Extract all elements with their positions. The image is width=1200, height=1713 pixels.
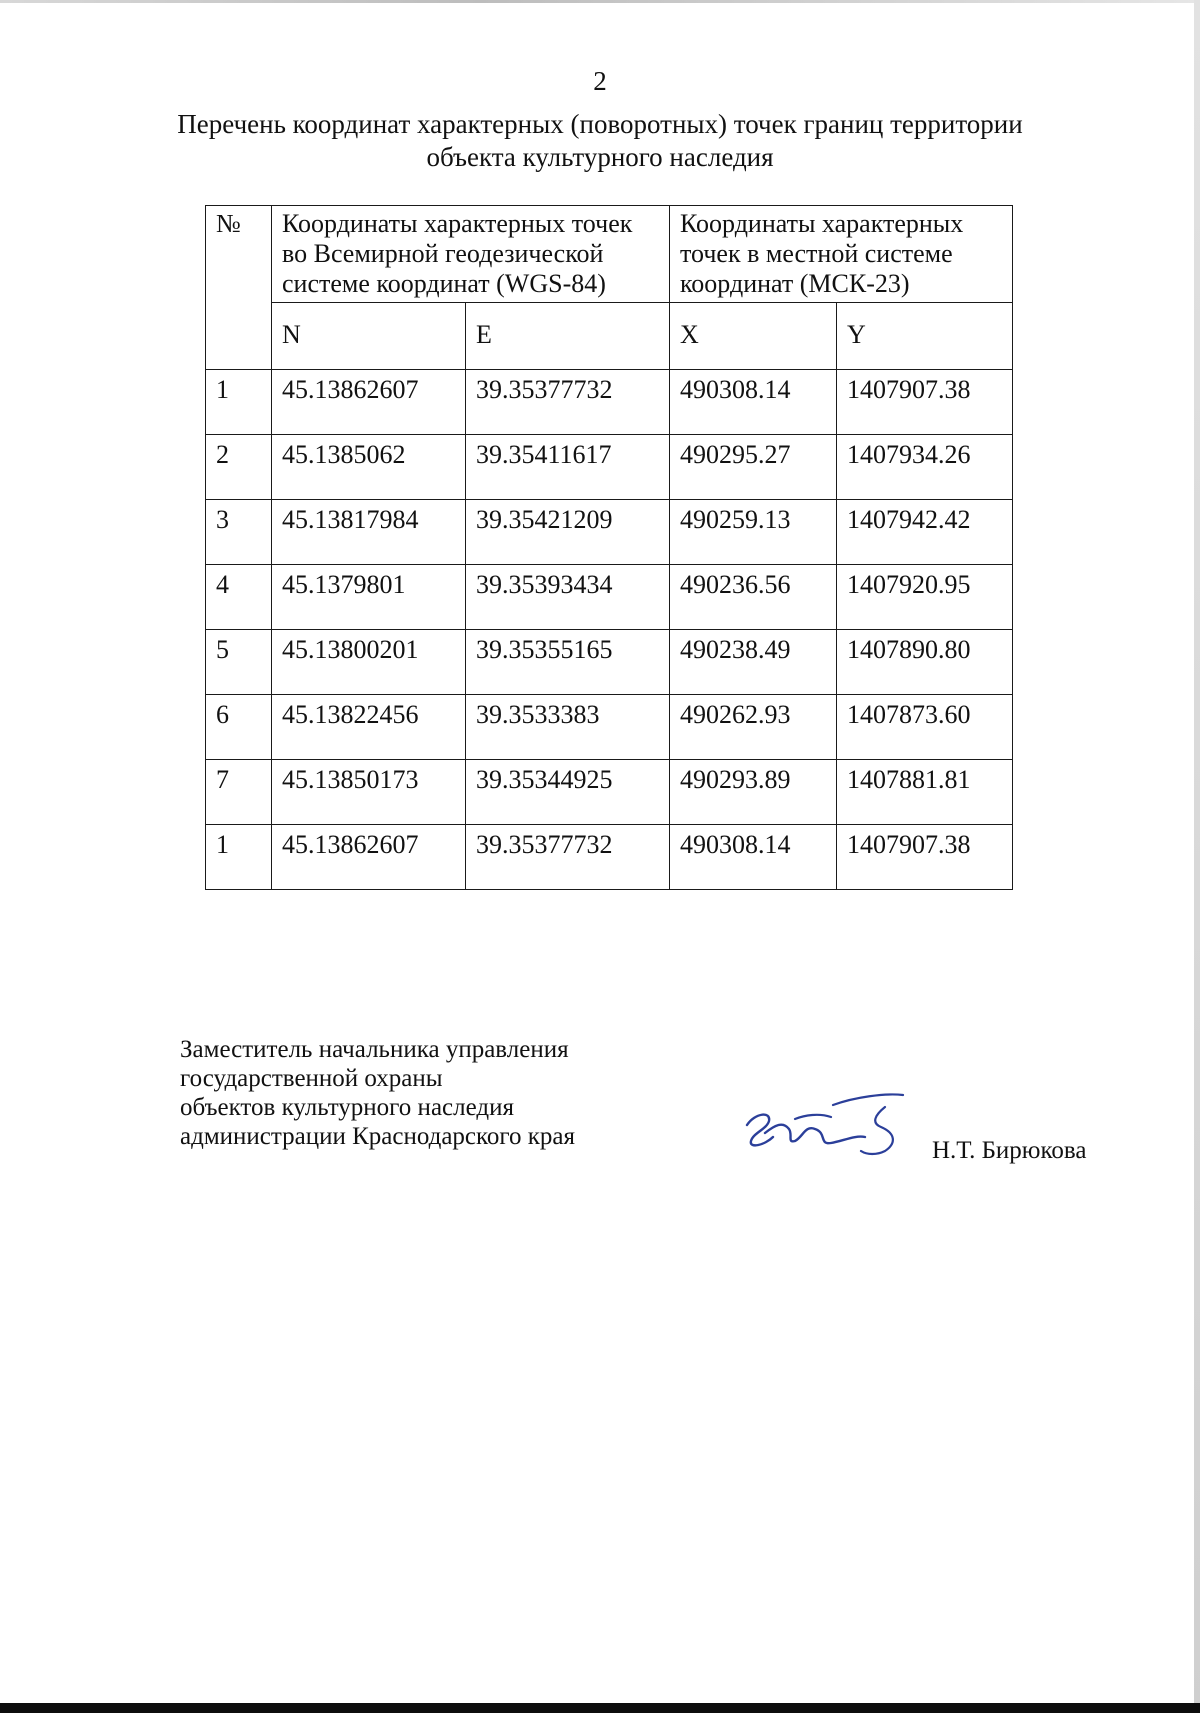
cell-number: 4: [206, 565, 272, 630]
cell-n: 45.13822456: [272, 695, 466, 760]
table-row: [206, 370, 1013, 435]
cell-y: 1407873.60: [837, 695, 1013, 760]
cell-y: 1407907.38: [837, 825, 1013, 890]
table-row: [206, 630, 1013, 695]
cell-x: 490293.89: [670, 760, 837, 825]
header-number: №: [206, 206, 272, 370]
document-title-line-2: объекта культурного наследия: [426, 142, 774, 172]
cell-x: 490238.49: [670, 630, 837, 695]
cell-n: 45.1379801: [272, 565, 466, 630]
table-row: [206, 565, 1013, 630]
table-header-row: [206, 206, 1013, 303]
header-wgs84: Координаты характерных точек во Всемирной геодезической системе координат (WGS-84): [272, 206, 670, 303]
cell-e: 39.3533383: [466, 695, 670, 760]
position-line-1: Заместитель начальника управления: [180, 1036, 569, 1063]
cell-n: 45.13800201: [272, 630, 466, 695]
cell-x: 490262.93: [670, 695, 837, 760]
cell-x: 490308.14: [670, 370, 837, 435]
table-row: [206, 825, 1013, 890]
cell-x: 490236.56: [670, 565, 837, 630]
cell-number: 7: [206, 760, 272, 825]
signature-flourish: [795, 1094, 903, 1154]
cell-y: 1407890.80: [837, 630, 1013, 695]
cell-e: 39.35377732: [466, 825, 670, 890]
cell-e: 39.35344925: [466, 760, 670, 825]
signatory-position: [180, 1035, 575, 1151]
table-row: [206, 435, 1013, 500]
position-line-3: объектов культурного наследия: [180, 1094, 514, 1121]
table-row: [206, 695, 1013, 760]
cell-y: 1407881.81: [837, 760, 1013, 825]
scan-edge-right: [1194, 0, 1200, 1713]
signer-name: Н.Т. Бирюкова: [932, 1137, 1087, 1164]
cell-n: 45.13817984: [272, 500, 466, 565]
document-title-line-1: Перечень координат характерных (поворотных) точек границ территории: [177, 109, 1023, 139]
cell-n: 45.13850173: [272, 760, 466, 825]
handwritten-signature: [735, 1085, 910, 1165]
header-e: E: [466, 303, 670, 370]
cell-n: 45.13862607: [272, 370, 466, 435]
cell-number: 6: [206, 695, 272, 760]
cell-x: 490259.13: [670, 500, 837, 565]
cell-y: 1407934.26: [837, 435, 1013, 500]
cell-e: 39.35377732: [466, 370, 670, 435]
header-y: Y: [837, 303, 1013, 370]
scan-edge-bottom: [0, 1703, 1200, 1713]
cell-y: 1407920.95: [837, 565, 1013, 630]
table-row: [206, 500, 1013, 565]
cell-number: 1: [206, 825, 272, 890]
cell-y: 1407907.38: [837, 370, 1013, 435]
document-title: [150, 108, 1050, 174]
scan-edge-top: [0, 0, 1200, 3]
table-subheader-row: [206, 303, 1013, 370]
table-row: [206, 760, 1013, 825]
cell-x: 490308.14: [670, 825, 837, 890]
page-number: 2: [593, 66, 607, 96]
coordinates-table: [205, 205, 1013, 890]
position-line-4: администрации Краснодарского края: [180, 1123, 576, 1150]
header-msk23: Координаты характерных точек в местной системе координат (МСК-23): [670, 206, 1013, 303]
header-n: N: [272, 303, 466, 370]
cell-y: 1407942.42: [837, 500, 1013, 565]
cell-n: 45.13862607: [272, 825, 466, 890]
cell-number: 1: [206, 370, 272, 435]
position-line-2: государственной охраны: [180, 1065, 443, 1092]
cell-x: 490295.27: [670, 435, 837, 500]
cell-number: 2: [206, 435, 272, 500]
cell-e: 39.35411617: [466, 435, 670, 500]
signature-stroke: [747, 1115, 865, 1146]
cell-number: 5: [206, 630, 272, 695]
cell-number: 3: [206, 500, 272, 565]
cell-e: 39.35393434: [466, 565, 670, 630]
header-x: X: [670, 303, 837, 370]
cell-e: 39.35421209: [466, 500, 670, 565]
cell-n: 45.1385062: [272, 435, 466, 500]
cell-e: 39.35355165: [466, 630, 670, 695]
